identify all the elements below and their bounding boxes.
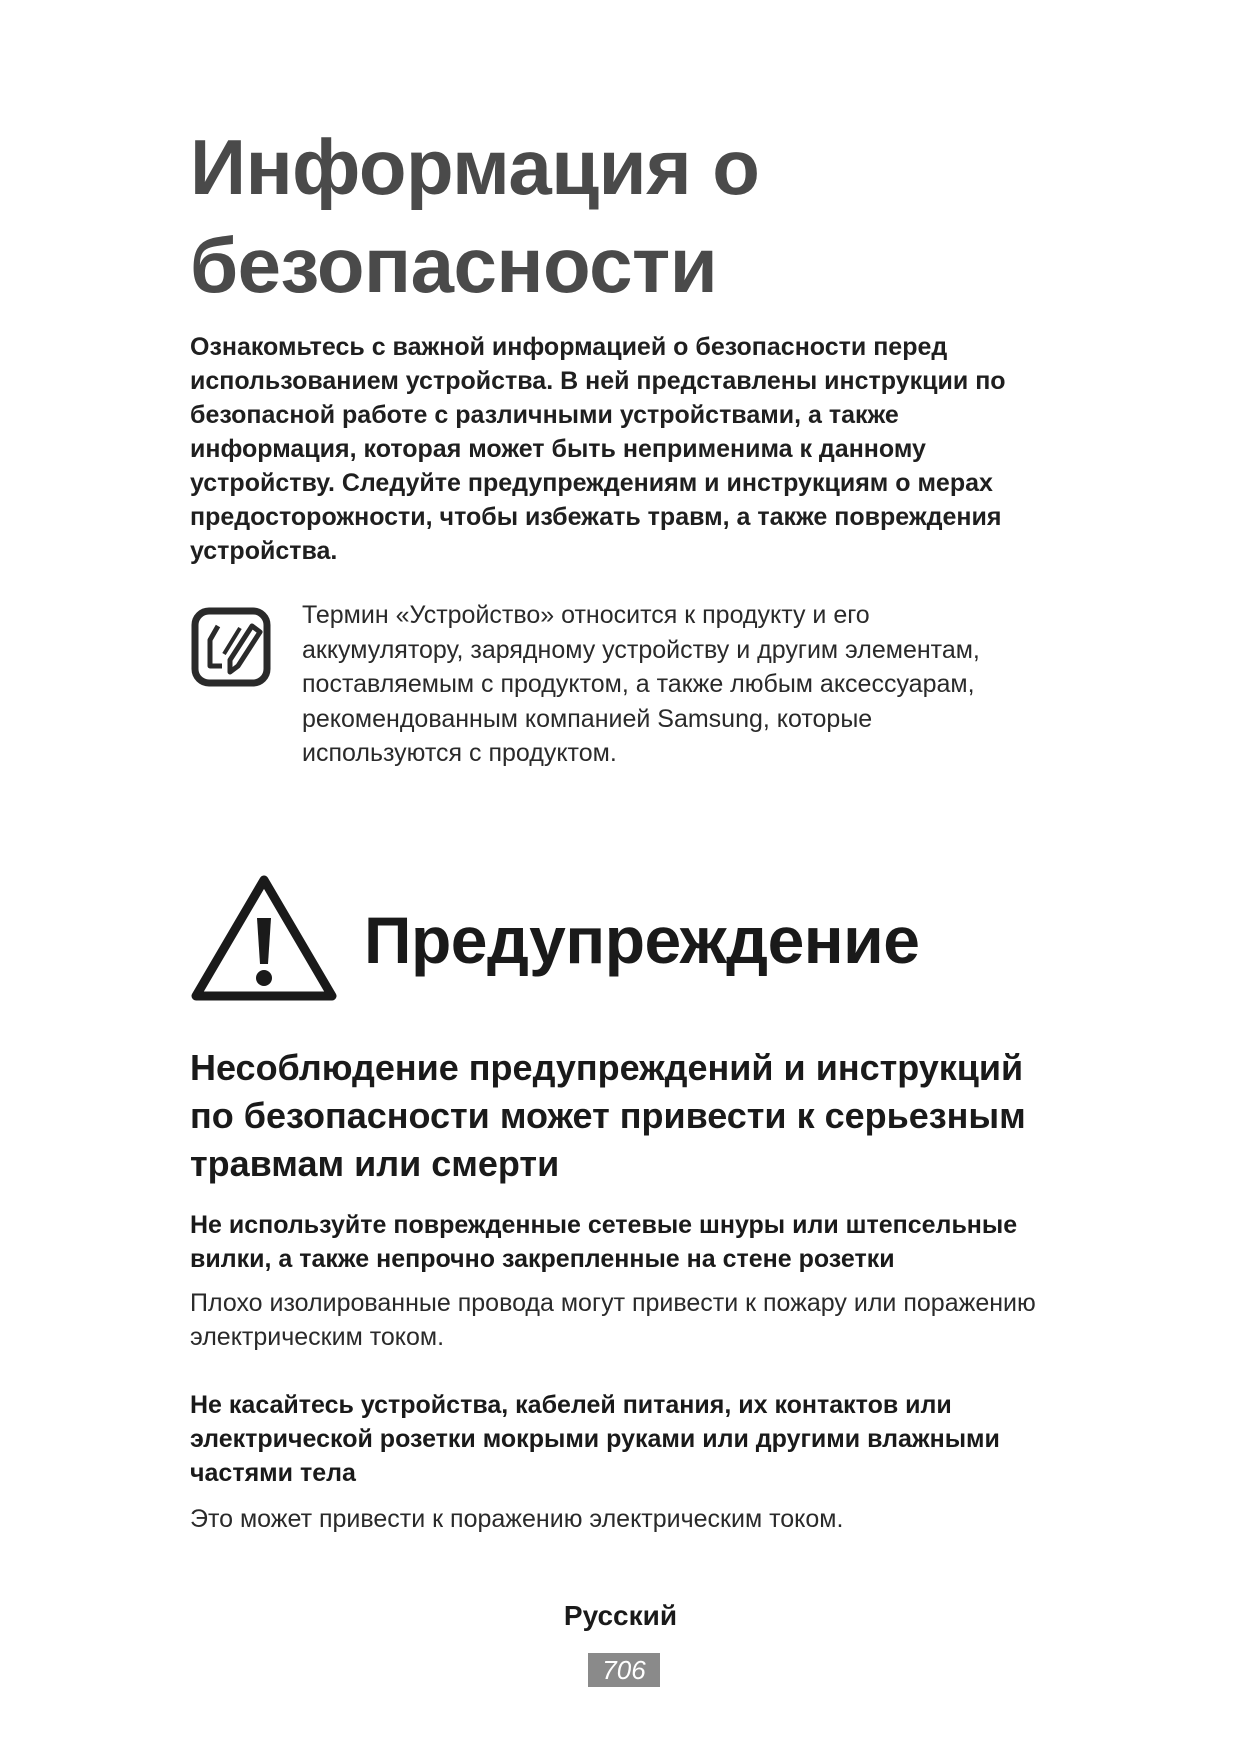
footer-language: Русский bbox=[563, 1600, 678, 1631]
note-text: Термин «Устройство» относится к продукту и его аккумулятору, зарядному устройству и другим элементам, поставляемым с продуктом, а также любым аксессуарам, рекомендованным компанией Samsung, которые используются с продуктом. bbox=[302, 601, 980, 767]
note-pencil-icon bbox=[190, 606, 272, 688]
safety-item-heading: Не используйте поврежденные сетевые шнуры или штепсельные вилки, а также непрочно закрепленные на стене розетки bbox=[190, 1211, 1018, 1273]
section-heading: Несоблюдение предупреждений и инструкций по безопасности может привести к серьезным травмам или смерти bbox=[190, 1047, 1026, 1184]
safety-item bbox=[190, 1388, 1070, 1536]
page-number: 706 bbox=[588, 1653, 660, 1687]
warning-triangle-icon bbox=[190, 872, 338, 1004]
safety-item bbox=[190, 1208, 1070, 1354]
safety-item-body: Это может привести к поражению электрическим током. bbox=[190, 1505, 844, 1533]
intro-paragraph: Ознакомьтесь с важной информацией о безопасности перед использованием устройства. В ней представлены инструкции по безопасной работе с различными устройствами, а также информация, которая может быть неприменима к данному устройству. Следуйте предупреждениям и инструкциям о мерах предосторожности, чтобы избежать травм, а также повреждения устройства. bbox=[190, 333, 1006, 565]
warning-heading: Предупреждение bbox=[364, 903, 920, 977]
safety-item-heading: Не касайтесь устройства, кабелей питания, их контактов или электрической розетки мокрыми руками или другими влажными частями тела bbox=[190, 1391, 1000, 1487]
safety-item-body: Плохо изолированные провода могут привести к пожару или поражению электрическим током. bbox=[190, 1289, 1036, 1351]
page-title: Информация о безопасности bbox=[190, 123, 760, 309]
